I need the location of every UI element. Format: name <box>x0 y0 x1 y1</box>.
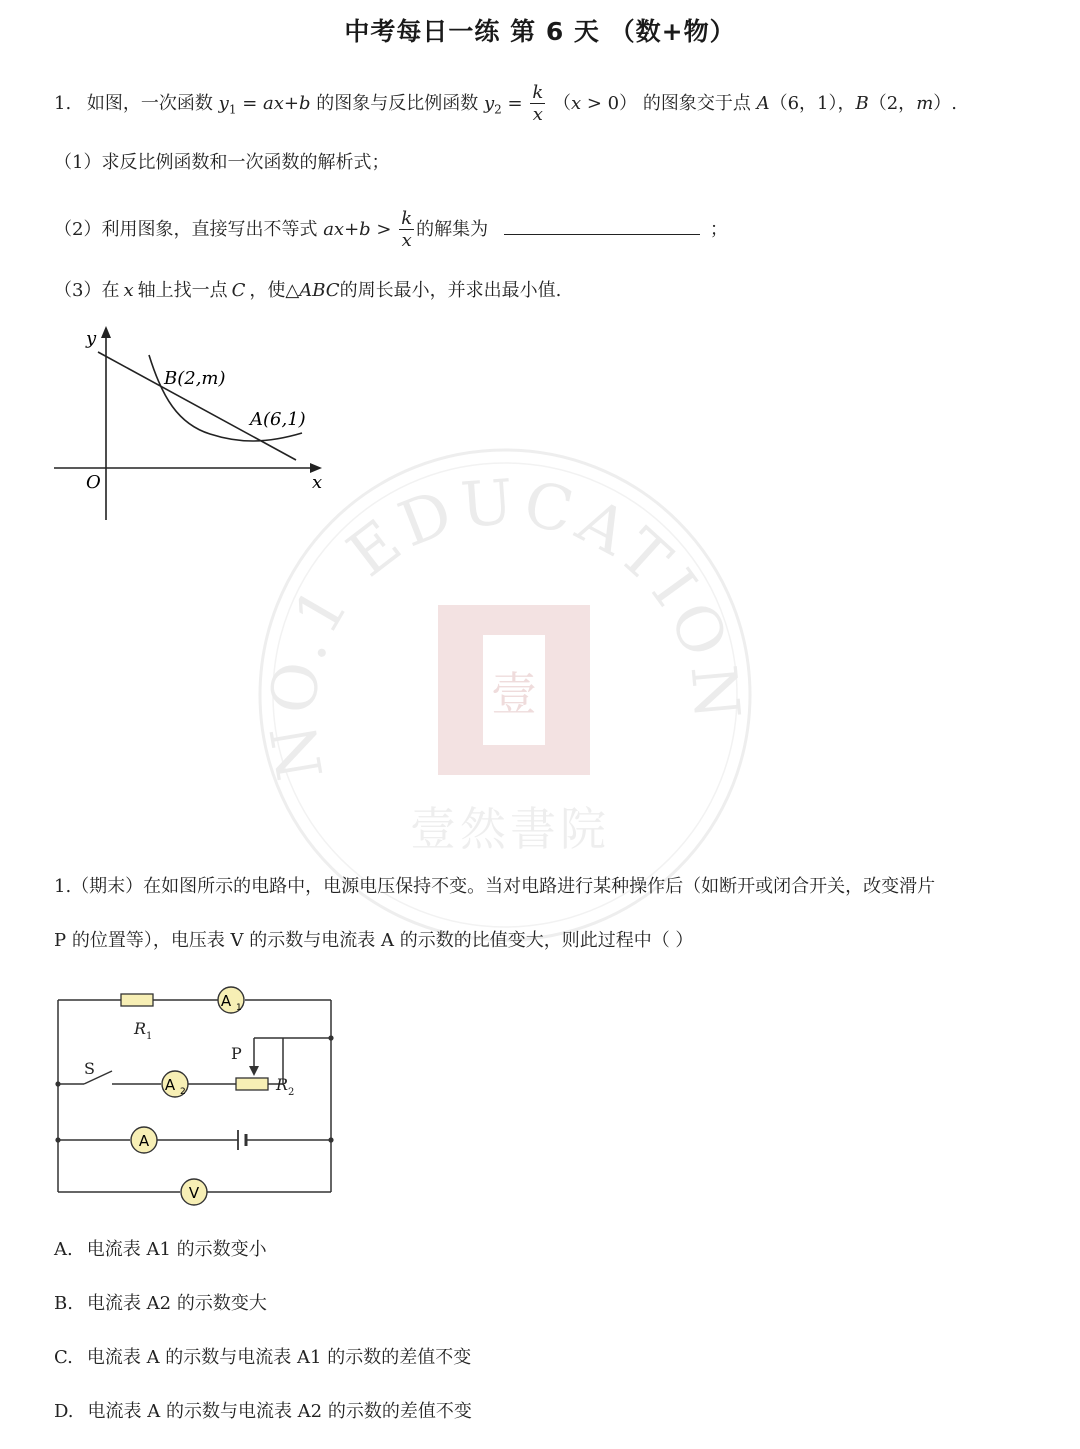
rheostat-r2 <box>236 1078 268 1090</box>
ammeter-a1 <box>218 987 244 1013</box>
question-number: 1. <box>54 93 72 114</box>
x-axis-label: x <box>312 472 323 493</box>
ammeter-a <box>131 1127 157 1153</box>
svg-text:1: 1 <box>236 1003 242 1013</box>
label-r1: $R_1$ <box>134 1019 153 1042</box>
svg-text:V: V <box>188 1184 200 1202</box>
ammeter-a2 <box>162 1071 188 1097</box>
watermark-bottom-text: 壹然書院 <box>410 802 610 856</box>
circuit-diagram <box>50 982 350 1208</box>
math-part-3: （3）在 x 轴上找一点 C ，使△ABC的周长最小，并求出最小值. <box>54 280 562 301</box>
option-d[interactable]: D. 电流表 A 的示数与电流表 A2 的示数的差值不变 <box>54 1401 472 1422</box>
option-b[interactable]: B. 电流表 A2 的示数变大 <box>54 1293 267 1314</box>
resistor-r1 <box>121 994 153 1006</box>
svg-text:2: 2 <box>180 1087 186 1097</box>
svg-text:A: A <box>220 992 232 1010</box>
svg-text:A: A <box>164 1076 176 1094</box>
page-title: 中考每日一练 第 6 天 （数+物） <box>344 17 736 46</box>
physics-question-line-1: 1.（期末）在如图所示的电路中，电源电压保持不变。当对电路进行某种操作后（如断开或闭合开关，改变滑片 <box>54 876 936 897</box>
physics-question-line-2: P 的位置等），电压表 V 的示数与电流表 A 的示数的比值变大，则此过程中（ ） <box>54 930 694 951</box>
slider-p-arrow <box>249 1066 259 1076</box>
math-part-2: （2）利用图象，直接写出不等式 ax+b > $\frac{k}{x}$ 的解集为 ； <box>54 208 728 251</box>
math-question-1: 1. 如图，一次函数 $y_1 = ax+b$ 的图象与反比例函数 $y_2$ = $\frac{k}{x}$ （x > 0） 的图象交于点 A（6，1），B（2，m）. <box>54 82 957 125</box>
svg-text:A: A <box>138 1132 150 1150</box>
function-graph <box>50 322 340 522</box>
answer-blank[interactable] <box>504 220 700 235</box>
point-b-label: B(2,m) <box>164 368 226 389</box>
fraction-k-over-x-2: $\frac{k}{x}$ <box>401 208 413 251</box>
y-axis-label: y <box>86 328 97 349</box>
watermark-seal-char: 壹 <box>491 667 537 721</box>
option-c[interactable]: C. 电流表 A 的示数与电流表 A1 的示数的差值不变 <box>54 1347 472 1368</box>
option-a[interactable]: A. 电流表 A1 的示数变小 <box>54 1239 267 1260</box>
origin-label: O <box>86 472 101 493</box>
watermark-ring-text: NO.1 EDUCATION <box>255 464 755 786</box>
fraction-k-over-x: $\frac{k}{x}$ <box>532 82 544 125</box>
label-r2: $R_2$ <box>276 1075 295 1098</box>
label-switch-s: S <box>84 1059 95 1078</box>
label-slider-p: P <box>231 1044 242 1063</box>
voltmeter-v <box>181 1179 207 1205</box>
math-part-1: （1）求反比例函数和一次函数的解析式； <box>54 152 390 173</box>
y-axis-arrow <box>101 326 111 338</box>
point-a-label: A(6,1) <box>250 409 306 430</box>
